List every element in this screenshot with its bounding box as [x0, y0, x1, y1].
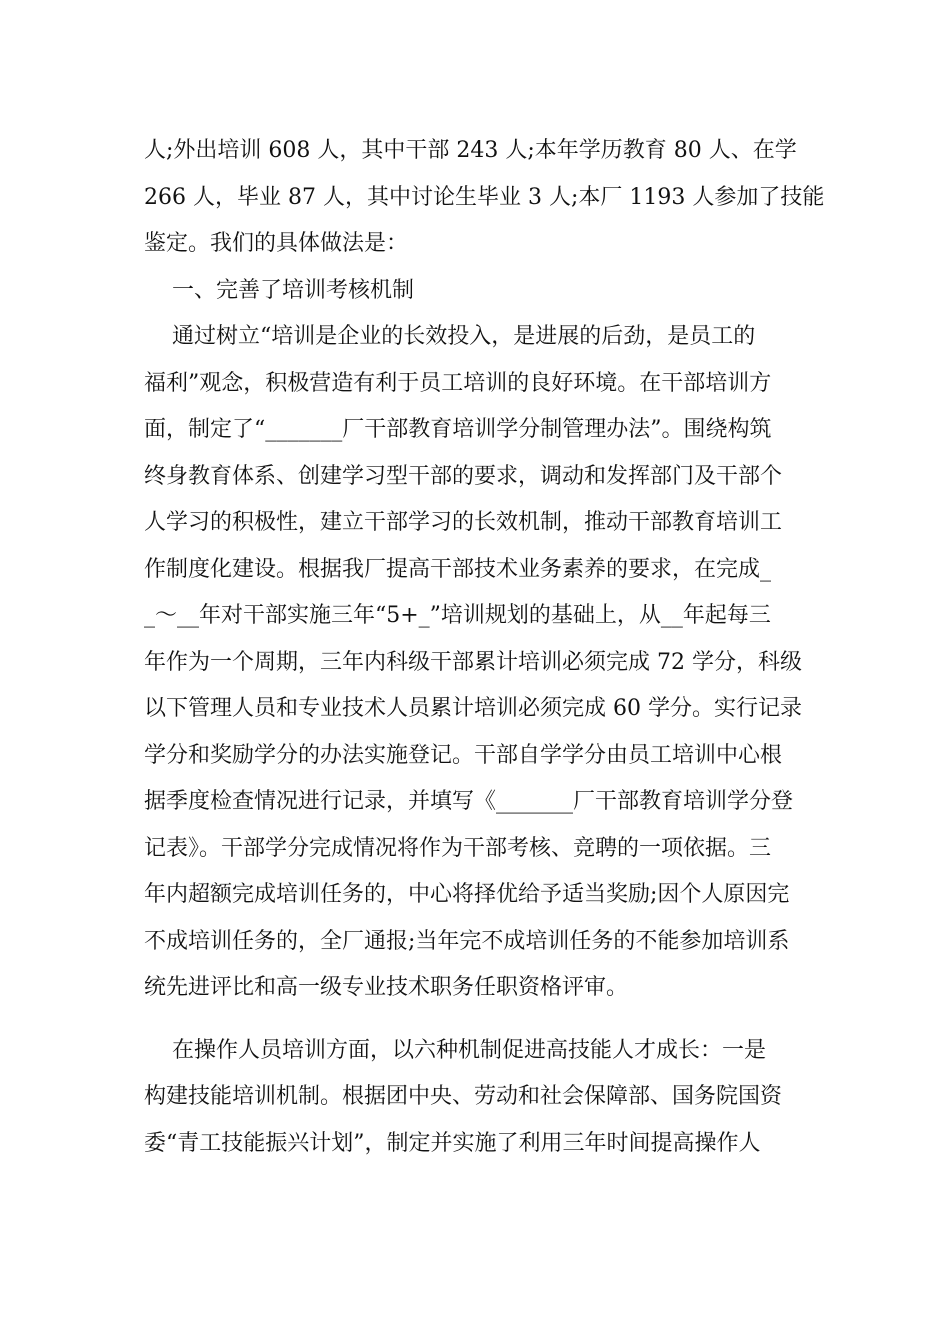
text-line: 构建技能培训机制。根据团中央、劳动和社会保障部、国务院国资	[144, 1084, 783, 1109]
text-line: _～__年对干部实施三年“5+_”培训规划的基础上，从__年起每三	[144, 603, 771, 628]
section-heading	[144, 268, 809, 315]
text-line: 鉴定。我们的具体做法是：	[144, 231, 409, 256]
text-line: 记表》。干部学分完成情况将作为干部考核、竞聘的一项依据。三	[144, 835, 772, 861]
heading-text: 一、完善了培训考核机制	[144, 277, 414, 303]
text-line: 人;外出培训 608 人，其中干部 243 人;本年学历教育 80 人、在学	[144, 138, 797, 163]
text-line: 通过树立“培训是企业的长效投入，是进展的后劲，是员工的	[144, 324, 756, 349]
paragraph-intro-summary	[144, 128, 825, 268]
paragraph-spacer	[144, 1012, 809, 1028]
text-line: 在操作人员培训方面，以六种机制促进高技能人才成长：一是	[144, 1037, 766, 1063]
text-line: 面，制定了“_______厂干部教育培训学分制管理办法”。围绕构筑	[144, 417, 772, 442]
text-line: 终身教育体系、创建学习型干部的要求，调动和发挥部门及干部个	[144, 463, 783, 489]
text-line: 作制度化建设。根据我厂提高干部技术业务素养的要求，在完成_	[144, 556, 772, 582]
text-line: 以下管理人员和专业技术人员累计培训必须完成 60 学分。实行记录	[144, 696, 802, 721]
text-line: 266 人，毕业 87 人，其中讨论生毕业 3 人;本厂 1193 人参加了技能	[144, 184, 825, 210]
text-line: 不成培训任务的，全厂通报;当年完不成培训任务的不能参加培训系	[144, 928, 790, 954]
text-line: 委“青工技能振兴计划”，制定并实施了利用三年时间提高操作人	[144, 1130, 761, 1156]
text-line: 学分和奖励学分的办法实施登记。干部自学学分由员工培训中心根	[144, 742, 783, 768]
paragraph-operator-training	[144, 1028, 809, 1168]
document-body	[144, 128, 825, 1167]
text-line: 统先进评比和高一级专业技术职务任职资格评审。	[144, 975, 629, 1000]
text-line: 福利”观念，积极营造有利于员工培训的良好环境。在干部培训方	[144, 370, 772, 396]
text-line: 人学习的积极性，建立干部学习的长效机制，推动干部教育培训工	[144, 510, 783, 535]
text-line: 年内超额完成培训任务的，中心将择优给予适当奖励;因个人原因完	[144, 882, 790, 907]
text-line: 年作为一个周期，三年内科级干部累计培训必须完成 72 学分，科级	[144, 649, 802, 675]
paragraph-cadre-training	[144, 314, 809, 1012]
text-line: 据季度检查情况进行记录，并填写《_______厂干部教育培训学分登	[144, 789, 794, 814]
